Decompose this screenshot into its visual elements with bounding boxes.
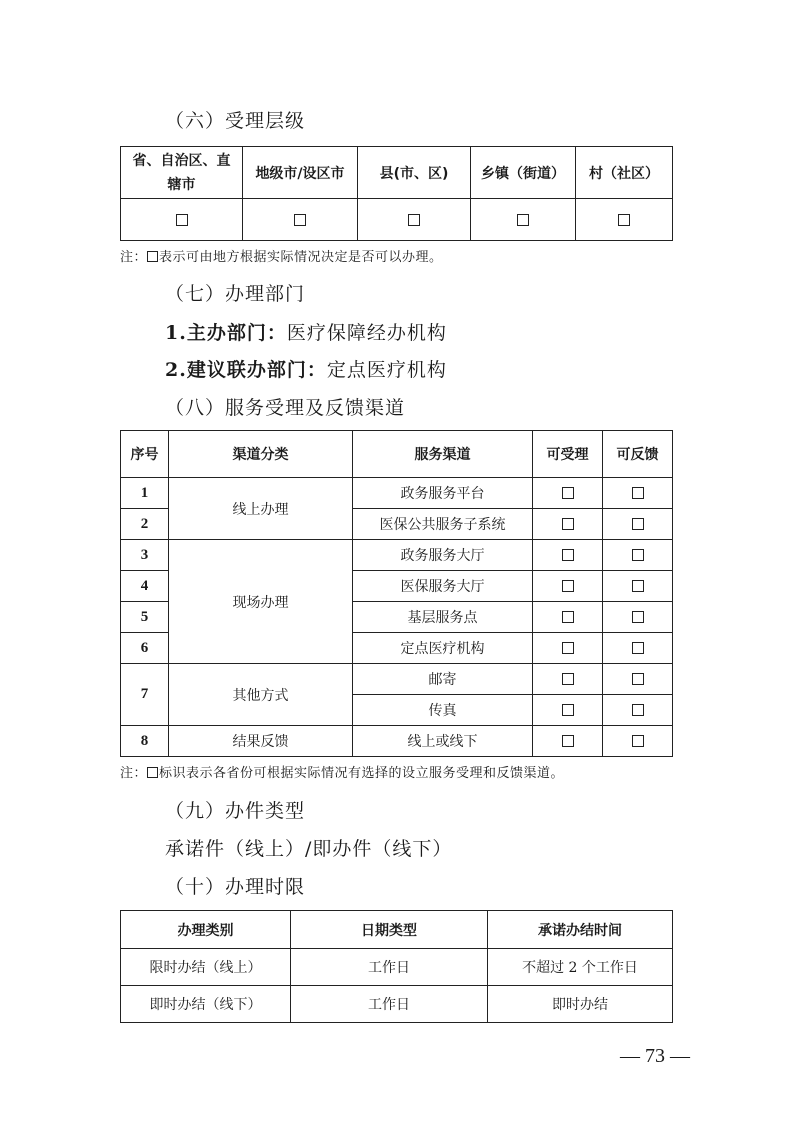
checkbox[interactable] [632,642,644,654]
checkbox[interactable] [632,611,644,623]
checkbox[interactable] [562,642,574,654]
table-row: 1 线上办理 政务服务平台 [121,478,673,509]
checkbox[interactable] [408,214,420,226]
level-cell [243,199,358,241]
section-9-title: （九）办件类型 [165,800,306,822]
table-row: 2 医保公共服务子系统 [121,509,673,540]
checkbox-icon [147,767,158,778]
table-row: 4 医保服务大厅 [121,571,673,602]
level-cell [358,199,471,241]
checkbox[interactable] [562,487,574,499]
checkbox[interactable] [562,704,574,716]
checkbox[interactable] [632,549,644,561]
group-onsite: 现场办理 [169,540,353,664]
checkbox[interactable] [632,518,644,530]
channel-note: 注： 标识表示各省份可根据实际情况有选择的设立服务受理和反馈渠道。 [120,766,565,781]
lead-department: 1.主办部门：医疗保障经办机构 [165,322,447,344]
group-result: 结果反馈 [169,726,353,757]
assist-department: 2.建议联办部门：定点医疗机构 [165,359,447,381]
group-online: 线上办理 [169,478,353,540]
time-header-date-type: 日期类型 [291,911,488,949]
section-10-title: （十）办理时限 [165,876,306,898]
checkbox[interactable] [632,580,644,592]
time-limit-table [120,910,673,1023]
level-header-town: 乡镇（街道） [471,147,576,199]
time-header-promise: 承诺办结时间 [488,911,673,949]
checkbox[interactable] [294,214,306,226]
level-header-county: 县(市、区) [358,147,471,199]
level-cell [471,199,576,241]
table-row: 传真 [121,695,673,726]
table-row: 7 其他方式 邮寄 [121,664,673,695]
checkbox[interactable] [632,704,644,716]
channel-table [120,430,673,757]
table-row: 即时办结（线下） 工作日 即时办结 [121,986,673,1023]
checkbox[interactable] [176,214,188,226]
level-table [120,146,673,241]
level-cell [576,199,673,241]
checkbox[interactable] [562,580,574,592]
page-number: — 73 — [620,1045,690,1067]
checkbox[interactable] [517,214,529,226]
table-row: 6 定点医疗机构 [121,633,673,664]
checkbox[interactable] [562,611,574,623]
table-row: 限时办结（线上） 工作日 不超过 2 个工作日 [121,949,673,986]
table-row: 3 现场办理 政务服务大厅 [121,540,673,571]
level-note: 注： 表示可由地方根据实际情况决定是否可以办理。 [120,250,443,265]
checkbox[interactable] [562,518,574,530]
checkbox[interactable] [562,735,574,747]
group-other: 其他方式 [169,664,353,726]
table-row: 5 基层服务点 [121,602,673,633]
checkbox[interactable] [562,673,574,685]
level-cell [121,199,243,241]
channel-header-feedback: 可反馈 [603,431,673,478]
checkbox[interactable] [632,735,644,747]
checkbox[interactable] [618,214,630,226]
checkbox-icon [147,251,158,262]
level-header-city: 地级市/设区市 [243,147,358,199]
level-header-village: 村（社区） [576,147,673,199]
case-type-value: 承诺件（线上）/即办件（线下） [165,838,453,860]
checkbox[interactable] [562,549,574,561]
channel-header-no: 序号 [121,431,169,478]
section-6-title: （六）受理层级 [165,110,306,132]
channel-header-channel: 服务渠道 [353,431,533,478]
table-row: 8 结果反馈 线上或线下 [121,726,673,757]
channel-header-accept: 可受理 [533,431,603,478]
section-8-title: （八）服务受理及反馈渠道 [165,397,406,419]
section-7-title: （七）办理部门 [165,283,306,305]
checkbox[interactable] [632,673,644,685]
channel-header-category: 渠道分类 [169,431,353,478]
checkbox[interactable] [632,487,644,499]
time-header-category: 办理类别 [121,911,291,949]
level-header-province: 省、自治区、直辖市 [121,147,243,199]
